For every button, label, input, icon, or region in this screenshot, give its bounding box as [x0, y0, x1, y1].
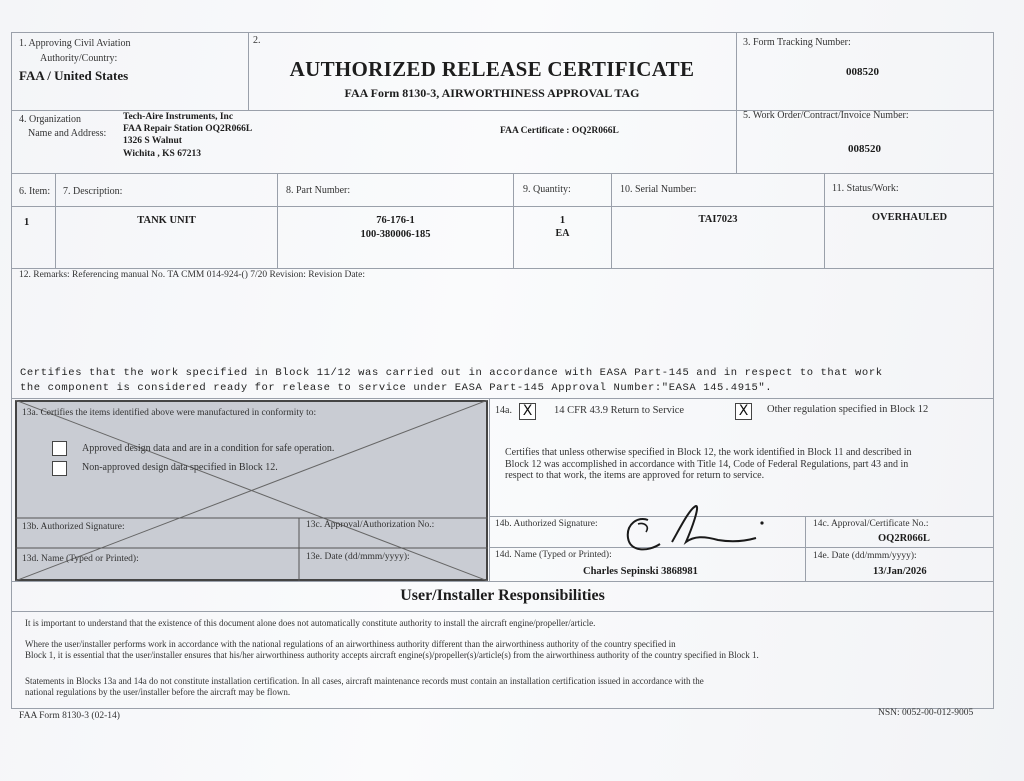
- block14d-label: 14d. Name (Typed or Printed):: [495, 550, 612, 560]
- signer-name: Charles Sepinski 3868981: [583, 566, 698, 577]
- other-regulation-checkbox[interactable]: X: [735, 403, 752, 420]
- header-serial-number: 10. Serial Number:: [620, 184, 697, 195]
- responsibilities-paragraph-1: It is important to understand that the existence of this document alone does not automatically constitute authority to install the aircraft engine/propeller/article.: [25, 618, 596, 628]
- block13b-label: 13b. Authorized Signature:: [22, 522, 125, 532]
- header-status-work: 11. Status/Work:: [832, 183, 899, 194]
- form-tracking-number: 008520: [846, 66, 879, 78]
- remarks-label: 12. Remarks: Referencing manual No. TA CMM 014-924-() 7/20 Revision: Revision Date:: [19, 270, 366, 280]
- release-date: 13/Jan/2026: [873, 566, 927, 577]
- block13a-label: 13a. Certifies the items identified above were manufactured in conformity to:: [22, 408, 317, 418]
- approving-authority-value: FAA / United States: [19, 68, 129, 83]
- responsibilities-paragraph-2-line1: Where the user/installer performs work in accordance with the national regulations of an airworthiness authority different than the airworthiness authority of the country specified in: [25, 639, 676, 649]
- block14e-label: 14e. Date (dd/mmm/yyyy):: [813, 551, 917, 561]
- quantity-unit: EA: [555, 228, 570, 239]
- block1-label-line2: Authority/Country:: [40, 53, 118, 64]
- return-to-service-checkbox[interactable]: X: [519, 403, 536, 420]
- faa-certificate: FAA Certificate : OQ2R066L: [500, 126, 619, 136]
- form-subtitle: FAA Form 8130-3, AIRWORTHINESS APPROVAL TAG: [344, 86, 640, 100]
- form-title: AUTHORIZED RELEASE CERTIFICATE: [289, 57, 695, 81]
- return-to-service-label: 14 CFR 43.9 Return to Service: [554, 405, 685, 416]
- block13d-label: 13d. Name (Typed or Printed):: [22, 554, 139, 564]
- block14a-certification-text: Certifies that unless otherwise specified in Block 12, the work identified in Block 11 and described in Block 12 was accomplished in accordance with Title 14, Code of Federal Regulations, part 43 and in respect to that work, the items are approved for return to service.: [505, 447, 912, 481]
- authorized-signature: [620, 502, 770, 562]
- work-order-number: 008520: [848, 143, 881, 155]
- nsn-number: NSN: 0052-00-012-9005: [878, 708, 974, 718]
- status-work: OVERHAULED: [871, 212, 948, 223]
- org-street: 1326 S Walnut: [123, 136, 182, 146]
- block13c-label: 13c. Approval/Authorization No.:: [306, 520, 435, 530]
- responsibilities-title: User/Installer Responsibilities: [400, 587, 605, 604]
- block1-label-line1: 1. Approving Civil Aviation: [19, 38, 131, 49]
- responsibilities-paragraph-2-line2: Block 1, it is essential that the user/installer ensures that his/her airworthiness authority accepts aircraft engine(s)/propeller(s)/article(s) from the airworthiness authority of the country specified in Block 1.: [25, 650, 759, 660]
- remarks-certification-line1: Certifies that the work specified in Block 11/12 was carried out in accordance with EASA Part-145 and in respect to that work: [20, 367, 883, 379]
- header-quantity: 9. Quantity:: [523, 184, 571, 195]
- block4-label-line1: 4. Organization: [19, 114, 82, 125]
- approved-design-checkbox[interactable]: [52, 441, 67, 456]
- remarks-certification-line2: the component is considered ready for release to service under EASA Part-145 Approval Number:"EASA 145.4915".: [20, 382, 773, 394]
- org-city: Wichita , KS 67213: [123, 149, 201, 159]
- approved-design-label: Approved design data and are in a condition for safe operation.: [82, 443, 335, 454]
- item-number: 1: [24, 217, 30, 228]
- block5-label: 5. Work Order/Contract/Invoice Number:: [743, 110, 909, 121]
- header-item: 6. Item:: [19, 186, 51, 197]
- block4-label-line2: Name and Address:: [28, 128, 107, 139]
- block14c-label: 14c. Approval/Certificate No.:: [813, 519, 929, 529]
- block14a-label: 14a.: [495, 405, 512, 416]
- approval-certificate-number: OQ2R066L: [878, 533, 930, 544]
- other-regulation-label: Other regulation specified in Block 12: [767, 404, 929, 415]
- part-number-2: 100-380006-185: [360, 229, 431, 240]
- header-description: 7. Description:: [63, 186, 123, 197]
- responsibilities-paragraph-3-line1: Statements in Blocks 13a and 14a do not constitute installation certification. In all cases, aircraft maintenance records must contain an installation certification issued in accordance with the: [25, 676, 704, 686]
- serial-number: TAI7023: [698, 214, 738, 225]
- form-identifier: FAA Form 8130-3 (02-14): [19, 711, 120, 721]
- header-part-number: 8. Part Number:: [286, 185, 351, 196]
- block3-label: 3. Form Tracking Number:: [743, 37, 851, 48]
- org-name: Tech-Aire Instruments, Inc: [123, 112, 234, 122]
- block2-label: 2.: [253, 35, 261, 46]
- org-station: FAA Repair Station OQ2R066L: [123, 124, 253, 134]
- item-description: TANK UNIT: [137, 215, 196, 226]
- block14b-label: 14b. Authorized Signature:: [495, 519, 598, 529]
- block13e-label: 13e. Date (dd/mmm/yyyy):: [306, 552, 410, 562]
- responsibilities-paragraph-3-line2: national regulations by the user/installer before the aircraft may be flown.: [25, 687, 291, 697]
- non-approved-design-checkbox[interactable]: [52, 461, 67, 476]
- quantity-value: 1: [559, 215, 566, 226]
- part-number-1: 76-176-1: [376, 215, 415, 226]
- non-approved-design-label: Non-approved design data specified in Block 12.: [82, 462, 278, 473]
